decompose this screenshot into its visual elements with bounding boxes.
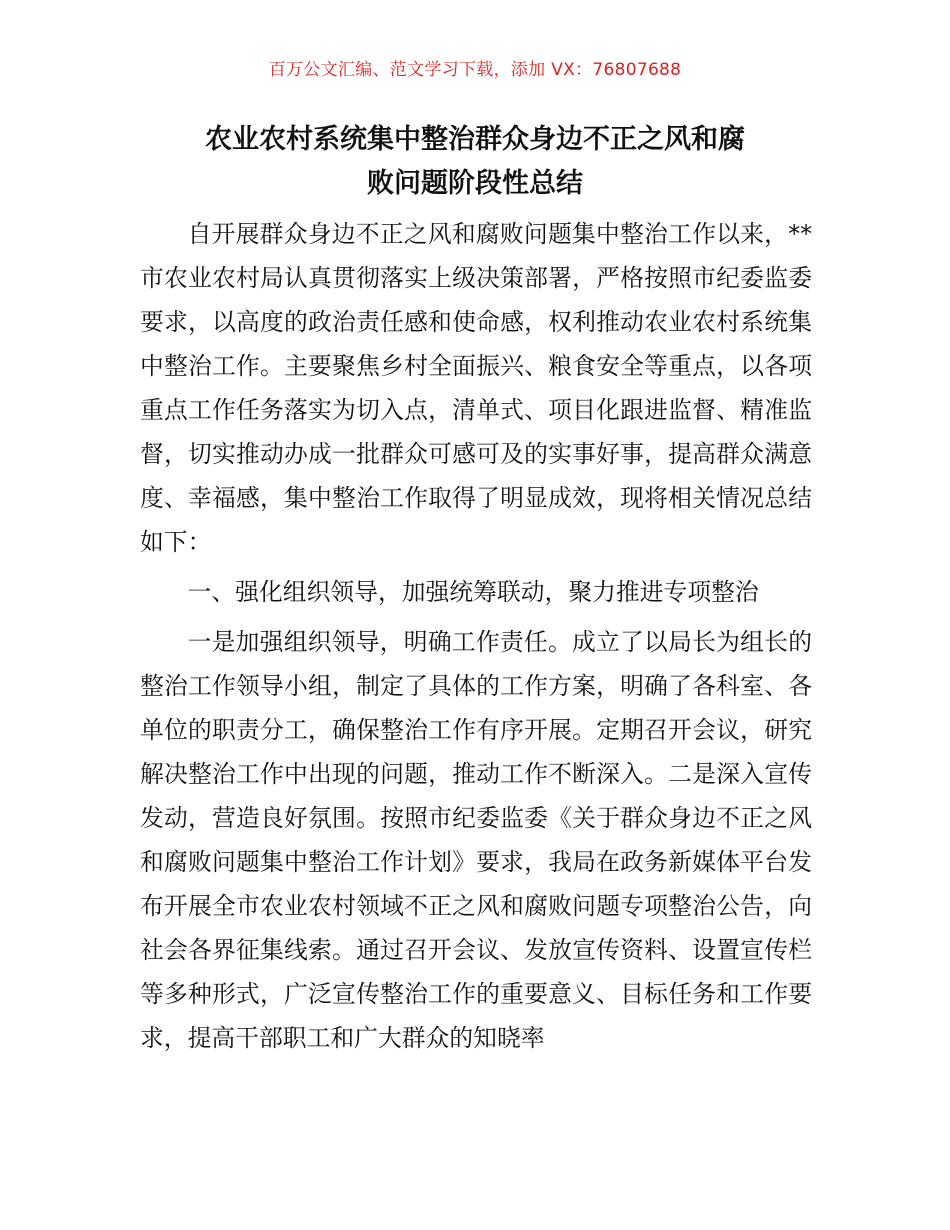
title-line-2: 败问题阶段性总结 — [367, 168, 583, 199]
intro-paragraph: 自开展群众身边不正之风和腐败问题集中整治工作以来，**市农业农村局认真贯彻落实上级决策部署，严格按照市纪委监委要求，以高度的政治责任感和使命感，权利推动农业农村系统集中整治工作。主要聚焦乡村全面振兴、粮食安全等重点，以各项重点工作任务落实为切入点，清单式、项目化跟进监督、精准监督，切实推动办成一批群众可感可及的实事好事，提高群众满意度、幸福感，集中整治工作取得了明显成效，现将相关情况总结如下： — [140, 220, 812, 556]
section-1-heading: 一、强化组织领导，加强统筹联动，聚力推进专项整治 — [187, 578, 759, 606]
document-title — [130, 118, 820, 206]
watermark-header-note: 百万公文汇编、范文学习下载，添加 VX：76807688 — [268, 60, 682, 80]
title-line-1: 农业农村系统集中整治群众身边不正之风和腐 — [205, 124, 745, 155]
section-1-paragraph: 一是加强组织领导，明确工作责任。成立了以局长为组长的整治工作领导小组，制定了具体的工作方案，明确了各科室、各单位的职责分工，确保整治工作有序开展。定期召开会议，研究解决整治工作中出现的问题，推动工作不断深入。二是深入宣传发动，营造良好氛围。按照市纪委监委《关于群众身边不正之风和腐败问题集中整治工作计划》要求，我局在政务新媒体平台发布开展全市农业农村领域不正之风和腐败问题专项整治公告，向社会各界征集线索。通过召开会议、发放宣传资料、设置宣传栏等多种形式，广泛宣传整治工作的重要意义、目标任务和工作要求，提高干部职工和广大群众的知晓率 — [140, 628, 812, 1052]
document-body — [140, 212, 812, 1060]
